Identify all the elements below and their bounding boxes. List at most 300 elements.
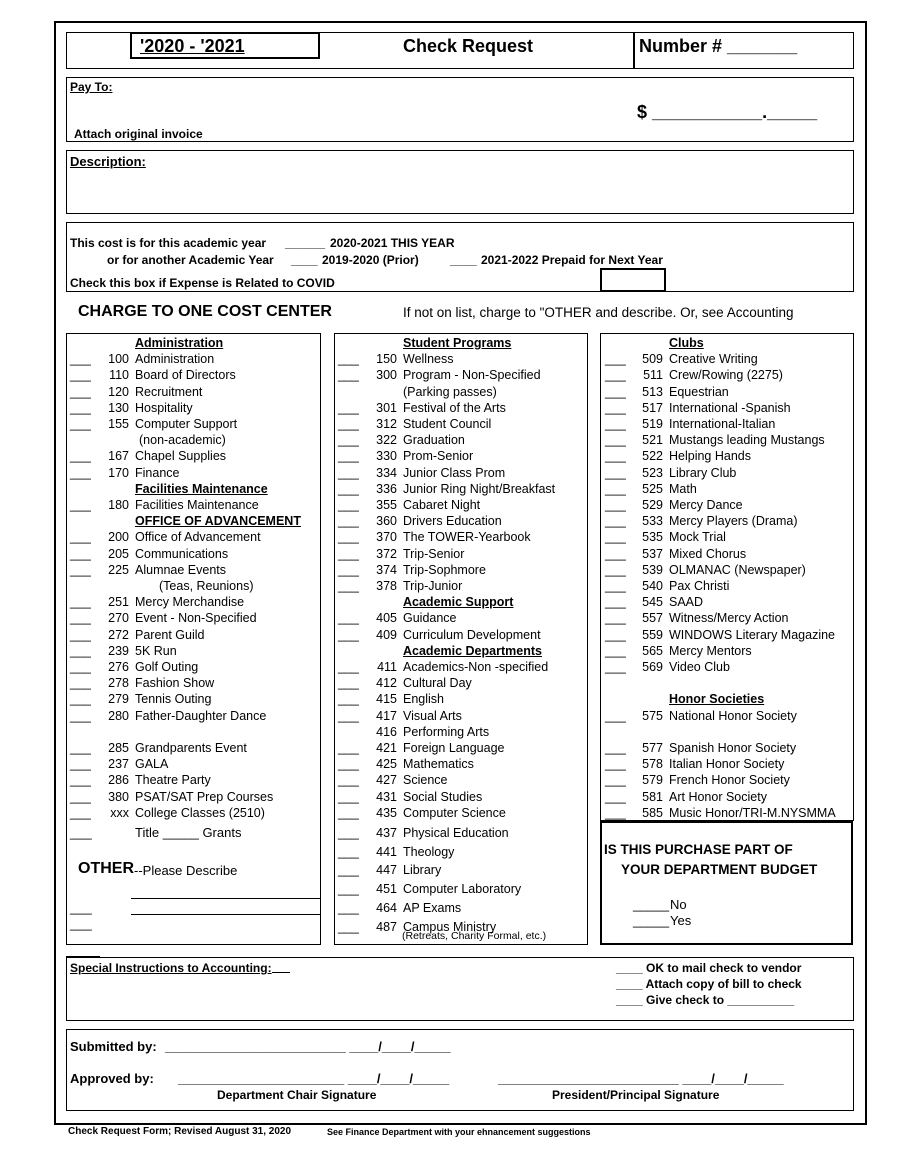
cost-center-row[interactable] xyxy=(66,465,316,481)
cost-center-row[interactable] xyxy=(66,448,316,464)
cost-center-label: Prom-Senior xyxy=(403,449,474,464)
select-blank[interactable]: ___ xyxy=(70,643,91,658)
cost-center-row[interactable] xyxy=(334,400,584,416)
cost-center-label: Campus Ministry xyxy=(403,919,497,934)
cost-center-code: 464 xyxy=(376,900,397,915)
cost-center-code: 522 xyxy=(642,449,663,464)
budget-yes-label: Yes xyxy=(670,913,692,928)
select-blank[interactable]: ___ xyxy=(605,433,626,448)
charge-note: If not on list, charge to "OTHER and describe. Or, see Accounting xyxy=(403,305,794,320)
cost-center-row[interactable] xyxy=(600,708,850,724)
select-blank[interactable]: ___ xyxy=(338,368,359,383)
select-blank[interactable]: ___ xyxy=(70,741,91,755)
cost-center-row[interactable] xyxy=(600,513,850,529)
cost-center-row[interactable] xyxy=(66,384,316,400)
cost-center-label: Junior Class Prom xyxy=(403,465,506,480)
cost-center-row[interactable] xyxy=(334,578,584,594)
cost-center-code: 487 xyxy=(376,919,397,934)
cost-center-row[interactable] xyxy=(334,724,584,740)
select-blank[interactable]: ___ xyxy=(338,579,359,593)
cost-center-code: 276 xyxy=(108,660,129,674)
cost-center-row[interactable] xyxy=(66,610,316,626)
cost-center-code: 225 xyxy=(108,562,129,577)
cost-center-label: (non-academic) xyxy=(139,433,226,448)
cost-center-row[interactable] xyxy=(334,351,584,367)
cost-center-code: 251 xyxy=(108,595,129,610)
select-blank[interactable]: ___ xyxy=(338,692,359,707)
cost-center-code: 425 xyxy=(376,757,397,772)
cost-center-label: Recruitment xyxy=(135,384,203,399)
cost-center-code: 540 xyxy=(642,579,663,593)
select-blank[interactable]: ___ xyxy=(338,481,359,496)
cost-center-row[interactable] xyxy=(334,384,584,400)
cost-center-row[interactable] xyxy=(600,805,850,821)
select-blank[interactable]: ___ xyxy=(605,708,626,723)
cost-center-label: Alumnae Events xyxy=(135,562,227,577)
cost-center-row[interactable] xyxy=(600,400,850,416)
cost-center-code: 330 xyxy=(376,449,397,464)
cost-center-row[interactable] xyxy=(66,546,316,562)
cost-center-row[interactable] xyxy=(600,384,850,400)
option-mail-check[interactable]: ____ OK to mail check to vendor xyxy=(616,961,802,975)
cost-center-row[interactable] xyxy=(600,643,850,659)
select-blank[interactable]: ___ xyxy=(70,562,91,577)
cost-center-row[interactable] xyxy=(334,900,584,916)
select-blank[interactable]: ___ xyxy=(70,789,91,804)
cost-center-code: 431 xyxy=(376,789,397,804)
select-blank[interactable]: ___ xyxy=(605,595,626,610)
cost-center-code: 370 xyxy=(376,530,397,545)
select-blank[interactable]: ___ xyxy=(605,643,626,658)
cost-center-label: French Honor Society xyxy=(669,773,790,788)
attach-invoice-note: Attach original invoice xyxy=(74,127,203,141)
select-blank[interactable]: ___ xyxy=(338,863,359,878)
select-blank[interactable]: ___ xyxy=(338,741,359,755)
select-blank[interactable]: ___ xyxy=(338,562,359,577)
cost-center-code: 545 xyxy=(642,595,663,610)
select-blank[interactable]: ___ xyxy=(338,498,359,512)
select-blank[interactable]: ___ xyxy=(70,660,91,674)
cost-center-row[interactable] xyxy=(334,862,584,878)
cost-center-code: 405 xyxy=(376,611,397,626)
cost-center-row[interactable] xyxy=(334,805,584,821)
select-blank[interactable]: ___ xyxy=(338,546,359,561)
principal-signature-line[interactable]: _________________________ ____/____/_____ xyxy=(498,1071,784,1086)
cost-center-row[interactable] xyxy=(66,400,316,416)
cost-center-row[interactable] xyxy=(600,659,850,675)
select-blank[interactable]: ___ xyxy=(605,400,626,415)
select-blank[interactable]: ___ xyxy=(605,417,626,431)
principal-signature-caption: President/Principal Signature xyxy=(552,1088,720,1102)
select-blank[interactable]: ___ xyxy=(338,708,359,723)
cost-center-row[interactable] xyxy=(334,675,584,691)
cost-center-code: 539 xyxy=(642,562,663,577)
select-blank[interactable]: ___ xyxy=(70,384,91,399)
cost-center-code: 270 xyxy=(108,611,129,626)
select-blank[interactable]: ___ xyxy=(605,579,626,593)
select-blank[interactable]: ___ xyxy=(70,449,91,464)
cost-center-row[interactable] xyxy=(66,643,316,659)
select-blank[interactable]: ___ xyxy=(70,805,91,820)
cost-center-row[interactable] xyxy=(66,432,316,448)
cost-center-code: 509 xyxy=(642,352,663,367)
section-heading: Clubs xyxy=(669,336,704,350)
cost-center-label: Student Council xyxy=(403,417,492,431)
cost-center-row[interactable] xyxy=(600,367,850,383)
select-blank[interactable]: ___ xyxy=(70,708,91,723)
cost-center-code: 523 xyxy=(642,465,663,480)
cost-center-row[interactable] xyxy=(600,432,850,448)
cost-center-label: Facilities Maintenance xyxy=(135,498,259,512)
cost-center-row[interactable] xyxy=(334,432,584,448)
select-blank[interactable]: ___ xyxy=(605,660,626,674)
cost-center-label: Physical Education xyxy=(403,826,509,840)
cost-center-row[interactable] xyxy=(334,416,584,432)
cost-center-code: 417 xyxy=(376,708,397,723)
cost-center-row[interactable] xyxy=(66,578,316,594)
select-blank[interactable]: ___ xyxy=(338,773,359,788)
cost-center-label: WINDOWS Literary Magazine xyxy=(669,627,836,642)
cost-center-code: 237 xyxy=(108,757,129,772)
select-blank[interactable]: ___ xyxy=(338,789,359,804)
this-year-option: 2020-2021 THIS YEAR xyxy=(330,236,455,250)
select-blank[interactable]: ___ xyxy=(70,595,91,610)
other-description-line-1[interactable] xyxy=(131,898,320,899)
cost-center-label: Video Club xyxy=(669,660,730,674)
cost-center-row[interactable] xyxy=(66,805,316,821)
cost-center-row[interactable] xyxy=(334,497,584,513)
cost-center-row[interactable] xyxy=(600,578,850,594)
charge-title: CHARGE TO ONE COST CENTER xyxy=(78,303,332,320)
cost-center-label: Theology xyxy=(403,844,455,859)
cost-center-label: International-Italian xyxy=(669,417,776,431)
select-blank[interactable]: ___ xyxy=(605,530,626,545)
cost-center-row[interactable] xyxy=(334,756,584,772)
select-blank[interactable]: ___ xyxy=(338,417,359,431)
cost-center-row[interactable] xyxy=(334,691,584,707)
cost-center-label: English xyxy=(403,692,444,707)
cost-center-label: Parent Guild xyxy=(135,627,205,642)
next-year-blank[interactable]: ____ xyxy=(450,253,477,267)
cost-center-code: 286 xyxy=(108,773,129,788)
covid-checkbox[interactable] xyxy=(600,268,666,292)
cost-center-row[interactable] xyxy=(66,772,316,788)
cost-center-row[interactable] xyxy=(334,367,584,383)
select-blank[interactable]: ___ xyxy=(338,805,359,820)
cost-center-row[interactable] xyxy=(600,740,850,756)
cost-center-code: xxx xyxy=(110,805,129,820)
select-blank[interactable]: ___ xyxy=(70,400,91,415)
cost-center-row[interactable] xyxy=(66,497,316,513)
select-blank[interactable]: ___ xyxy=(338,882,359,897)
cost-center-code: 521 xyxy=(642,433,663,448)
cost-center-label: Mock Trial xyxy=(669,530,726,545)
cost-center-label: AP Exams xyxy=(403,900,462,915)
special-instructions-label: Special Instructions to Accounting: xyxy=(70,961,272,975)
cost-center-row[interactable] xyxy=(66,562,316,578)
title-grants-blank[interactable]: ___ xyxy=(70,825,92,840)
cost-center-code: 557 xyxy=(642,611,663,626)
cost-center-row[interactable] xyxy=(334,825,584,841)
cost-center-code: 533 xyxy=(642,514,663,529)
cost-center-code: 565 xyxy=(642,643,663,658)
cost-center-label: Office of Advancement xyxy=(135,530,261,545)
other-blank-1[interactable]: ___ xyxy=(70,900,92,915)
cost-center-row[interactable] xyxy=(334,465,584,481)
select-blank[interactable]: ___ xyxy=(605,368,626,383)
cost-center-row[interactable] xyxy=(66,708,316,724)
cost-center-code: 577 xyxy=(642,741,663,755)
cost-center-row[interactable] xyxy=(334,740,584,756)
cost-center-label: Science xyxy=(403,773,448,788)
select-blank[interactable]: ___ xyxy=(70,692,91,707)
cost-center-label: Math xyxy=(669,481,697,496)
cost-center-row[interactable] xyxy=(66,789,316,805)
select-blank[interactable]: ___ xyxy=(70,417,91,431)
cost-center-code: 205 xyxy=(108,546,129,561)
select-blank[interactable]: ___ xyxy=(338,660,359,674)
cost-center-label: PSAT/SAT Prep Courses xyxy=(135,789,274,804)
select-blank[interactable]: ___ xyxy=(338,433,359,448)
select-blank[interactable]: ___ xyxy=(70,352,91,367)
select-blank[interactable]: ___ xyxy=(605,546,626,561)
cost-center-code: 447 xyxy=(376,863,397,878)
cost-center-code: 451 xyxy=(376,882,397,897)
cost-center-row[interactable] xyxy=(600,465,850,481)
cost-center-row[interactable] xyxy=(334,562,584,578)
other-description-line-2[interactable] xyxy=(131,914,320,915)
select-blank[interactable]: ___ xyxy=(338,676,359,691)
section-heading: Administration xyxy=(135,336,224,350)
select-blank[interactable]: ___ xyxy=(338,627,359,642)
cost-center-label: Trip-Sophmore xyxy=(403,562,486,577)
section-heading: Honor Societies xyxy=(669,692,765,707)
cost-center-label: Performing Arts xyxy=(403,724,490,739)
cost-center-row[interactable] xyxy=(66,691,316,707)
select-blank[interactable]: ___ xyxy=(605,514,626,529)
submitted-by-label: Submitted by: xyxy=(70,1039,157,1054)
approved-by-label: Approved by: xyxy=(70,1071,154,1086)
cost-center-row[interactable] xyxy=(66,351,316,367)
form-title: Check Request xyxy=(403,36,534,56)
cost-center-label: Computer Laboratory xyxy=(403,882,522,897)
cost-center-code: 312 xyxy=(376,417,397,431)
select-blank[interactable]: ___ xyxy=(605,611,626,626)
cost-center-code: 360 xyxy=(376,514,397,529)
chair-signature-line[interactable]: _______________________ ____/____/_____ xyxy=(178,1071,450,1086)
select-blank[interactable]: ___ xyxy=(605,773,626,788)
cost-center-row[interactable] xyxy=(334,448,584,464)
cost-center-code: 585 xyxy=(642,805,663,820)
academic-year-label: This cost is for this academic year xyxy=(70,236,267,250)
budget-no-blank[interactable]: _____ xyxy=(633,897,670,912)
select-blank[interactable]: ___ xyxy=(605,741,626,755)
footer-suggestions: See Finance Department with your ehnancement suggestions xyxy=(327,1127,591,1137)
select-blank[interactable]: ___ xyxy=(605,352,626,367)
select-blank[interactable]: ___ xyxy=(605,384,626,399)
cost-center-row[interactable] xyxy=(600,610,850,626)
cost-center-row[interactable] xyxy=(66,740,316,756)
cost-center-label: Mixed Chorus xyxy=(669,546,747,561)
other-heading: OTHER xyxy=(78,860,134,877)
cost-center-label: Library Club xyxy=(669,465,737,480)
cost-center-label: Mercy Players (Drama) xyxy=(669,514,798,529)
select-blank[interactable]: ___ xyxy=(605,757,626,772)
cost-center-row[interactable] xyxy=(600,772,850,788)
budget-no-label: No xyxy=(670,897,687,912)
cost-center-label: Theatre Party xyxy=(135,773,211,788)
cost-center-code: 409 xyxy=(376,627,397,642)
cost-center-row[interactable] xyxy=(600,756,850,772)
option-give-check[interactable]: ____ Give check to __________ xyxy=(616,993,795,1007)
select-blank[interactable]: ___ xyxy=(338,826,359,840)
select-blank[interactable]: ___ xyxy=(70,368,91,383)
cost-center-row[interactable] xyxy=(66,675,316,691)
select-blank[interactable]: ___ xyxy=(70,498,91,512)
section-heading: Academic Support xyxy=(403,595,514,610)
select-blank[interactable]: ___ xyxy=(70,546,91,561)
cost-center-row[interactable] xyxy=(66,529,316,545)
cost-center-row[interactable] xyxy=(334,844,584,860)
cost-center-row[interactable] xyxy=(66,416,316,432)
cost-center-code: 421 xyxy=(376,741,397,755)
next-year-option: 2021-2022 Prepaid for Next Year xyxy=(481,253,663,267)
cost-center-row[interactable] xyxy=(334,789,584,805)
cost-center-code: 415 xyxy=(376,692,397,707)
cost-center-label: GALA xyxy=(135,757,169,772)
cost-center-row[interactable] xyxy=(600,351,850,367)
select-blank[interactable]: ___ xyxy=(605,498,626,512)
select-blank[interactable]: ___ xyxy=(70,676,91,691)
cost-center-row[interactable] xyxy=(334,529,584,545)
select-blank[interactable]: ___ xyxy=(70,773,91,788)
select-blank[interactable]: ___ xyxy=(338,611,359,626)
select-blank[interactable]: ___ xyxy=(338,400,359,415)
cost-center-label: Mathematics xyxy=(403,757,474,772)
special-label-line xyxy=(272,972,290,973)
cost-center-code: 416 xyxy=(376,724,397,739)
cost-center-code: 372 xyxy=(376,546,397,561)
select-blank[interactable]: ___ xyxy=(338,919,359,934)
cost-center-code: 110 xyxy=(109,368,129,383)
cost-center-row[interactable] xyxy=(600,529,850,545)
select-blank[interactable]: ___ xyxy=(605,627,626,642)
cost-center-code: 581 xyxy=(642,789,663,804)
cost-center-label: Festival of the Arts xyxy=(403,400,506,415)
select-blank[interactable]: ___ xyxy=(338,514,359,529)
select-blank[interactable]: ___ xyxy=(70,611,91,626)
select-blank[interactable]: ___ xyxy=(605,481,626,496)
select-blank[interactable]: ___ xyxy=(338,844,359,859)
select-blank[interactable]: ___ xyxy=(605,562,626,577)
select-blank[interactable]: ___ xyxy=(338,530,359,545)
select-blank[interactable]: ___ xyxy=(70,627,91,642)
cost-center-row[interactable] xyxy=(600,481,850,497)
request-number[interactable]: Number # _______ xyxy=(639,36,798,56)
select-blank[interactable]: ___ xyxy=(70,465,91,480)
cost-center-label: Father-Daughter Dance xyxy=(135,708,267,723)
cost-center-row[interactable] xyxy=(334,627,584,643)
cost-center-row[interactable] xyxy=(600,627,850,643)
cost-center-row[interactable] xyxy=(334,881,584,897)
cost-center-label: 5K Run xyxy=(135,643,177,658)
cost-center-label: Foreign Language xyxy=(403,741,505,755)
cost-center-label: Hospitality xyxy=(135,400,193,415)
cost-center-label: (Parking passes) xyxy=(403,384,497,399)
select-blank[interactable]: ___ xyxy=(70,530,91,545)
cost-center-row[interactable] xyxy=(334,546,584,562)
cost-center-row[interactable] xyxy=(66,627,316,643)
cost-center-row[interactable] xyxy=(600,497,850,513)
cost-center-row[interactable] xyxy=(334,481,584,497)
description-box[interactable] xyxy=(66,150,854,214)
select-blank[interactable]: ___ xyxy=(338,900,359,915)
cost-center-label: Cultural Day xyxy=(403,676,472,691)
option-attach-bill[interactable]: ____ Attach copy of bill to check xyxy=(616,977,802,991)
cost-center-row[interactable] xyxy=(334,513,584,529)
cost-center-label: (Teas, Reunions) xyxy=(159,579,254,593)
cost-center-row[interactable] xyxy=(334,708,584,724)
cost-center-label: International -Spanish xyxy=(669,400,791,415)
cost-center-row[interactable] xyxy=(66,659,316,675)
cost-center-code: 435 xyxy=(376,805,397,820)
cost-center-code: 427 xyxy=(376,773,397,788)
budget-yes-blank[interactable]: _____ xyxy=(633,913,670,928)
this-year-blank[interactable]: ______ xyxy=(285,236,326,250)
cost-center-code: 441 xyxy=(376,844,397,859)
cost-center-row[interactable] xyxy=(334,659,584,675)
select-blank[interactable]: ___ xyxy=(70,757,91,772)
cost-center-code: 517 xyxy=(642,400,663,415)
footer-revision: Check Request Form; Revised August 31, 2020 xyxy=(68,1126,292,1137)
select-blank[interactable]: ___ xyxy=(605,465,626,480)
cost-center-code: 559 xyxy=(642,627,663,642)
cost-center-row[interactable] xyxy=(334,610,584,626)
cost-center-row[interactable] xyxy=(600,562,850,578)
cost-center-row[interactable] xyxy=(600,448,850,464)
cost-center-label: Trip-Senior xyxy=(403,546,465,561)
prior-year-option: 2019-2020 (Prior) xyxy=(322,253,419,267)
select-blank[interactable]: ___ xyxy=(338,465,359,480)
submitted-by-line[interactable]: _________________________ ____/____/_____ xyxy=(165,1039,451,1054)
cost-center-label: Board of Directors xyxy=(135,368,236,383)
cost-center-code: 411 xyxy=(377,660,397,674)
cost-center-label: Event - Non-Specified xyxy=(135,611,257,626)
cost-center-row[interactable] xyxy=(66,367,316,383)
other-please-describe: --Please Describe xyxy=(134,863,238,878)
cost-center-code: 519 xyxy=(642,417,663,431)
cost-center-row[interactable] xyxy=(600,789,850,805)
select-blank[interactable]: ___ xyxy=(605,789,626,804)
cost-center-code: 336 xyxy=(376,481,397,496)
cost-center-row[interactable] xyxy=(66,594,316,610)
other-blank-2[interactable]: ___ xyxy=(70,916,92,931)
select-blank[interactable]: ___ xyxy=(338,757,359,772)
cost-center-row[interactable] xyxy=(334,772,584,788)
prior-year-blank[interactable]: ____ xyxy=(291,253,318,267)
cost-center-row[interactable] xyxy=(600,594,850,610)
select-blank[interactable]: ___ xyxy=(605,805,626,820)
amount-field[interactable]: $ ___________._____ xyxy=(637,102,818,122)
select-blank[interactable]: ___ xyxy=(338,449,359,464)
select-blank[interactable]: ___ xyxy=(605,449,626,464)
cost-center-row[interactable] xyxy=(66,756,316,772)
select-blank[interactable]: ___ xyxy=(338,352,359,367)
section-heading: Student Programs xyxy=(403,336,512,350)
cost-center-label: Grandparents Event xyxy=(135,741,247,755)
cost-center-row[interactable] xyxy=(600,546,850,562)
cost-center-row[interactable] xyxy=(600,416,850,432)
